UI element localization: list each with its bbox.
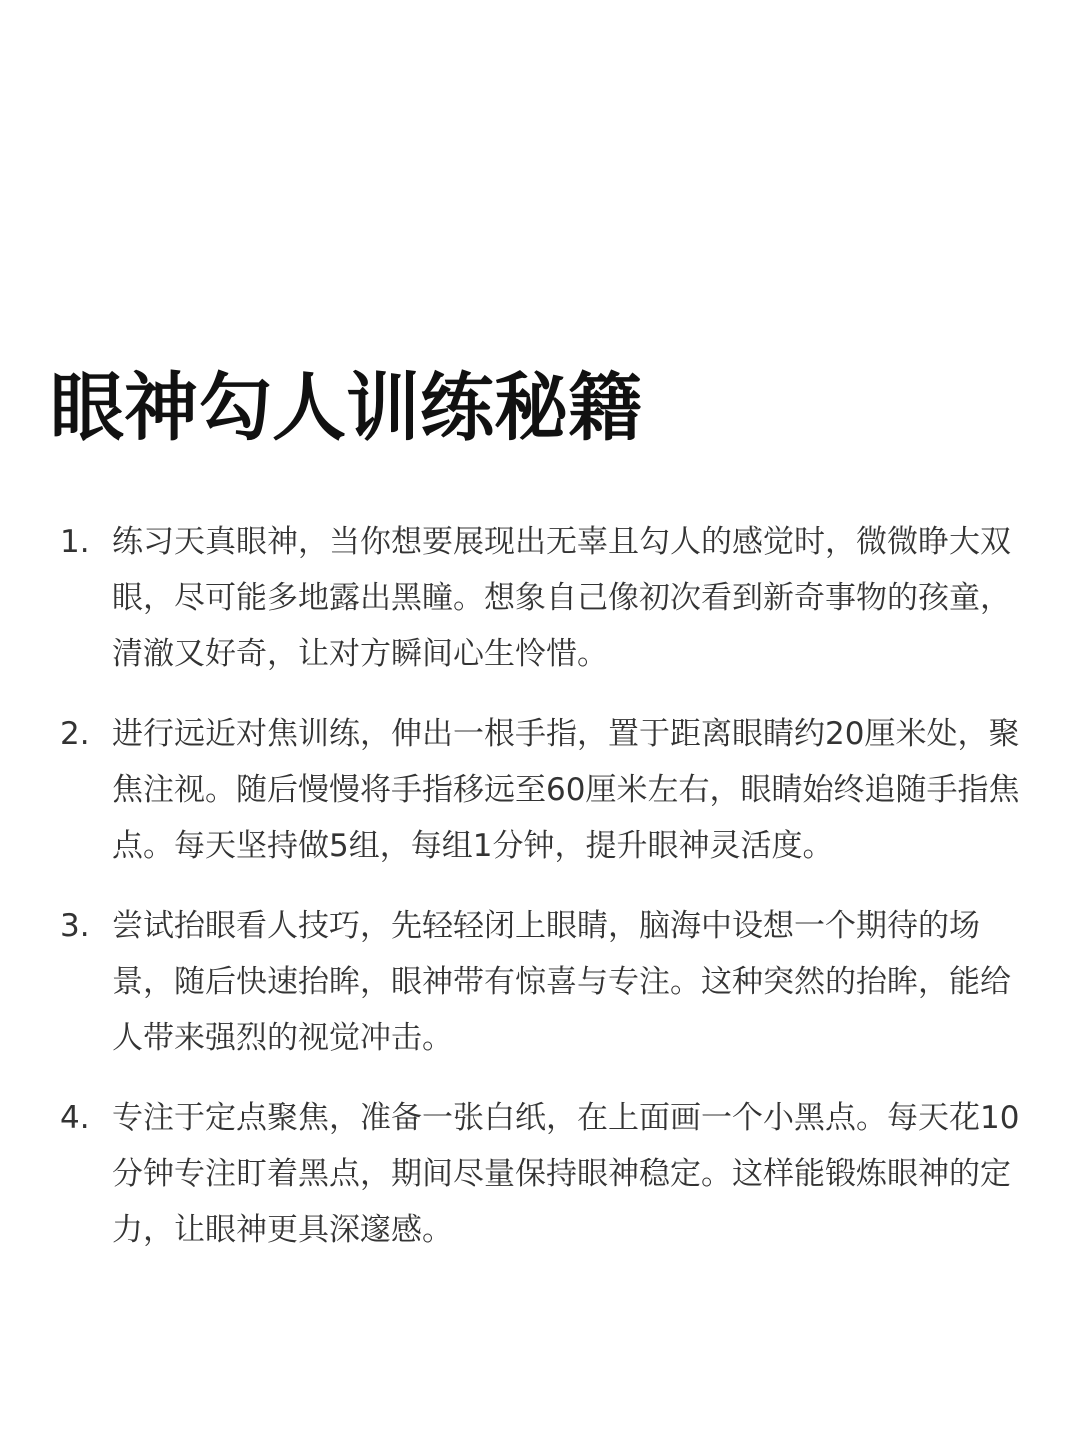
tips-list	[60, 514, 1020, 1282]
page-title: 眼神勾人训练秘籍	[50, 365, 642, 451]
list-item-number: 3.	[60, 908, 90, 944]
list-item-text: 专注于定点聚焦，准备一张白纸，在上面画一个小黑点。每天花10分钟专注盯着黑点，期间尽量保持眼神稳定。这样能锻炼眼神的定力，让眼神更具深邃感。	[112, 1100, 1020, 1248]
list-item-text: 进行远近对焦训练，伸出一根手指，置于距离眼睛约20厘米处，聚焦注视。随后慢慢将手指移远至60厘米左右，眼睛始终追随手指焦点。每天坚持做5组，每组1分钟，提升眼神灵活度。	[112, 716, 1020, 864]
list-item-text: 尝试抬眼看人技巧，先轻轻闭上眼睛，脑海中设想一个期待的场景，随后快速抬眸，眼神带有惊喜与专注。这种突然的抬眸，能给人带来强烈的视觉冲击。	[112, 908, 1011, 1056]
list-item	[60, 1090, 1020, 1258]
list-item-number: 4.	[60, 1100, 90, 1136]
list-item-text: 练习天真眼神，当你想要展现出无辜且勾人的感觉时，微微睁大双眼，尽可能多地露出黑瞳。想象自己像初次看到新奇事物的孩童，清澈又好奇，让对方瞬间心生怜惜。	[112, 524, 1011, 672]
list-item	[60, 514, 1020, 682]
list-item-number: 2.	[60, 716, 90, 752]
list-item	[60, 706, 1020, 874]
list-item	[60, 898, 1020, 1066]
list-item-number: 1.	[60, 524, 90, 560]
